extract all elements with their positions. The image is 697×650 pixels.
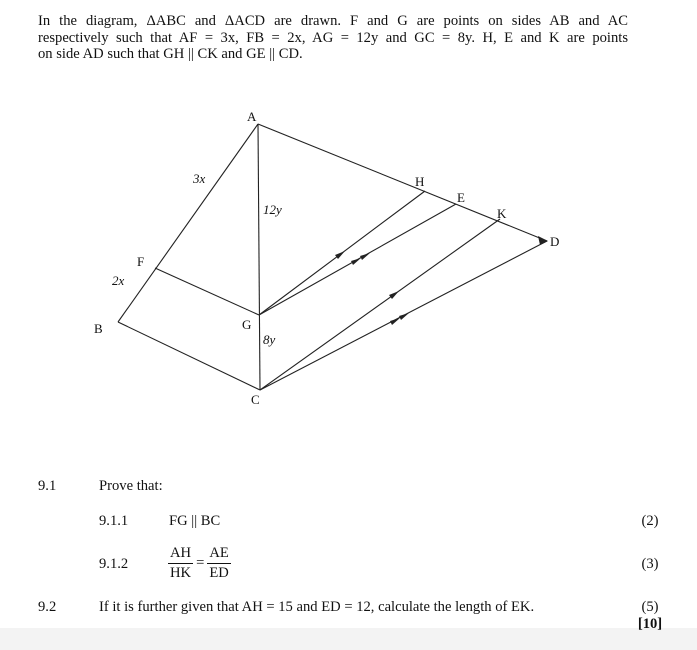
parallel-arrow-GH — [335, 251, 345, 259]
fraction-1-numerator: AH — [168, 545, 193, 564]
subquestion-text-9-1-1: FG || BC — [169, 513, 221, 529]
question-number-9-2: 9.2 — [38, 599, 57, 615]
parallel-double-arrow-CD — [390, 313, 409, 325]
parallel-arrow-CK — [389, 291, 399, 299]
fraction-ae-ed — [207, 545, 230, 582]
label-G: G — [242, 317, 252, 332]
label-A: A — [247, 109, 257, 124]
marks-9-1-2: (3) — [641, 556, 659, 572]
segment-AD — [258, 124, 547, 241]
segment-AB — [118, 124, 258, 322]
label-AF: 3x — [193, 171, 206, 186]
label-C: C — [251, 392, 260, 407]
label-E: E — [457, 190, 465, 205]
equals-sign: = — [196, 555, 205, 571]
segment-CK — [260, 219, 500, 390]
label-D: D — [550, 234, 560, 249]
subquestion-number-9-1-1: 9.1.1 — [99, 513, 129, 529]
question-text-9-2: If it is further given that AH = 15 and ED = 12, calculate the length of EK. — [99, 599, 535, 615]
marks-9-2: (5) — [641, 599, 659, 615]
intro-line-2: respectively such that AF = 3x, FB = 2x, AG = 12y and GC = 8y. H, E and K are points — [38, 29, 628, 46]
footer-band — [0, 628, 697, 650]
fraction-1-denominator: HK — [170, 565, 192, 581]
segment-FG — [155, 268, 259, 315]
question-text-9-1: Prove that: — [99, 478, 163, 494]
label-AG: 12y — [263, 202, 282, 217]
label-FB: 2x — [112, 273, 125, 288]
fraction-ah-hk — [168, 545, 193, 582]
question-number-9-1: 9.1 — [38, 478, 57, 494]
label-B: B — [94, 321, 103, 336]
label-F: F — [137, 254, 145, 269]
label-GC: 8y — [263, 332, 276, 347]
parallel-double-arrow-GE — [351, 253, 370, 265]
subquestion-number-9-1-2: 9.1.2 — [99, 556, 129, 572]
total-marks — [630, 616, 670, 633]
segment-AC — [258, 124, 260, 390]
fraction-2-denominator: ED — [209, 565, 229, 581]
intro-line-3: on side AD such that GH || CK and GE || CD. — [38, 46, 303, 63]
marks-9-1-1: (2) — [641, 513, 659, 529]
label-H: H — [415, 174, 425, 189]
total-marks-value: [10] — [637, 616, 663, 632]
fraction-2-numerator: AE — [207, 545, 230, 564]
intro-line-1: In the diagram, ΔABC and ΔACD are drawn. F and G are points on sides AB and AC — [38, 13, 628, 29]
ratio-equation — [168, 545, 231, 582]
segment-BC — [118, 322, 260, 390]
label-K: K — [497, 206, 507, 221]
